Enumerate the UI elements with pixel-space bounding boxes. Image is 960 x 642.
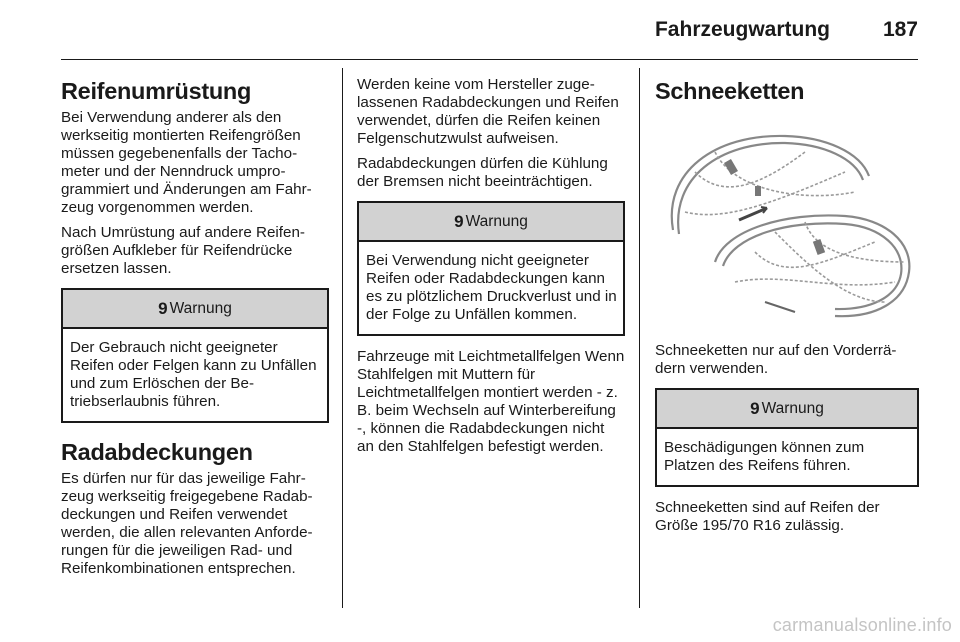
- column-divider-1: [342, 68, 343, 608]
- warning-box: [61, 288, 329, 423]
- header-divider: [61, 59, 918, 60]
- warning-title: Warnung: [169, 299, 232, 317]
- page-number: 187: [882, 18, 918, 41]
- warning-text: Der Gebrauch nicht geeigneter Reifen oder Felgen kann zu Unfällen und zum Erlöschen der Betriebserlaubnis führen.: [70, 339, 317, 410]
- warning-icon: 9: [158, 298, 168, 318]
- paragraph: Radabdeckungen dürfen die Kühlung der Bremsen nicht beeinträchtigen.: [357, 155, 608, 190]
- warning-text: Beschädigungen können zum Platzen des Reifens führen.: [664, 439, 865, 474]
- paragraph: Bei Verwendung anderer als den werkseitig montierten Reifengrößen müssen gegebenenfalls der Tachometer und der Nenndruck umprogrammiert und Änderungen am Fahrzeug vorgenommen werden.: [61, 109, 312, 216]
- section-title: Fahrzeugwartung: [654, 18, 830, 41]
- paragraph: Fahrzeuge mit Leichtmetallfelgen Wenn Stahlfelgen mit Muttern für Leichtmetallfelgen montiert werden - z. B. beim Wechseln auf Winterbereifung -, können die Radabdeckungen nicht an den Stahlfelgen befestigt werden.: [357, 348, 625, 455]
- warning-icon: 9: [454, 211, 464, 231]
- watermark: carmanualsonline.info: [772, 615, 952, 635]
- heading-reifenumruestung: Reifenumrüstung: [61, 78, 252, 104]
- warning-header: [359, 203, 623, 242]
- heading-radabdeckungen: Radabdeckungen: [61, 439, 253, 465]
- warning-header: [63, 290, 327, 329]
- column-3: [655, 76, 919, 542]
- warning-title: Warnung: [761, 399, 824, 417]
- warning-text: Bei Verwendung nicht geeigneter Reifen oder Radabdeckungen kann es zu plötzlichem Druckverlust und in der Folge zu Unfällen kommen.: [366, 252, 617, 323]
- column-2: [357, 76, 625, 463]
- paragraph: Es dürfen nur für das jeweilige Fahrzeug werkseitig freigegebene Radabdeckungen und Reifen verwendet werden, die allen relevanten Anforderungen für die jeweiligen Rad- und Reifenkombinationen entsprechen.: [61, 470, 313, 577]
- paragraph: Nach Umrüstung auf andere Reifengrößen Aufkleber für Reifendrücke ersetzen lassen.: [61, 224, 305, 277]
- snow-chain-illustration: [655, 112, 919, 326]
- paragraph: Schneeketten nur auf den Vorderrädern verwenden.: [655, 342, 897, 377]
- warning-header: [657, 390, 917, 429]
- heading-schneeketten: Schneeketten: [655, 78, 805, 104]
- column-1: [61, 76, 329, 585]
- warning-box: [655, 388, 919, 487]
- column-divider-2: [639, 68, 640, 608]
- warning-title: Warnung: [465, 212, 528, 230]
- paragraph: Schneeketten sind auf Reifen der Größe 195/70 R16 zulässig.: [655, 499, 880, 534]
- warning-icon: 9: [750, 398, 760, 418]
- warning-box: [357, 201, 625, 336]
- paragraph: Werden keine vom Hersteller zugelassenen Radabdeckungen und Reifen verwendet, dürfen die Reifen keinen Felgenschutzwulst aufweisen.: [357, 76, 619, 147]
